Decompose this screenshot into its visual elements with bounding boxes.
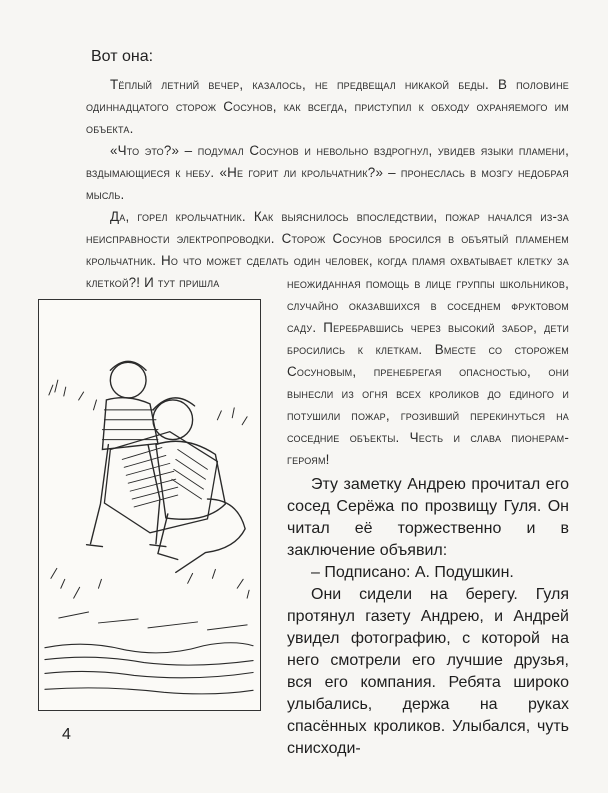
boys-reading-newspaper-illustration [38,299,261,711]
intro-line: Вот она: [91,48,154,65]
story-text [287,474,569,760]
page-number: 4 [62,726,71,743]
clipping-paragraph-3-continued: неожиданная помощь в лице группы школьников, случайно оказавшихся в соседнем фруктовом саду. Перебравшись через высокий забор, дети бросились к клеткам. Вместе со сторожем Сосуновым, пренебрегая опасностью, они вынесли из огня всех кроликов до единого и потушили пожар, грозивший перекинуться на соседние объекты. Честь и слава пионерам-героям! [287,276,569,467]
story-paragraph-1: Эту заметку Андрею прочитал его сосед Серёжа по прозвищу Гуля. Он читал её торжественно и в заключение объявил: [287,476,569,559]
clipping-paragraph-3: Да, горел крольчатник. Как выяснилось впоследствии, пожар начался из-за неисправности электропроводки. Сторож Сосунов бросился в объятый пламенем крольчатник. Но что может сделать один человек, когда пламя охватывает клетку за клеткой?! И тут пришла [86,209,569,290]
story-paragraph-3: Они сидели на берегу. Гуля протянул газету Андрею, и Андрей увидел фотографию, с которой на него смотрели его лучшие друзья, вся его компания. Ребята широко улыбались, держа на руках спасённых кроликов. Улыбался, чуть снисходи- [287,586,569,757]
story-paragraph-2: – Подписано: А. Подушкин. [311,564,514,581]
newspaper-clipping [86,74,569,294]
clipping-paragraph-1: Тёплый летний вечер, казалось, не предвещал никакой беды. В половине одиннадцатого сторож Сосунов, как всегда, приступил к обходу охраняемого им объекта. [86,77,569,136]
clipping-paragraph-2: «Что это?» – подумал Сосунов и невольно вздрогнул, увидев языки пламени, вздымающиеся к небу. «Не горит ли крольчатник?» – пронеслась в мозгу недобрая мысль. [86,143,569,202]
